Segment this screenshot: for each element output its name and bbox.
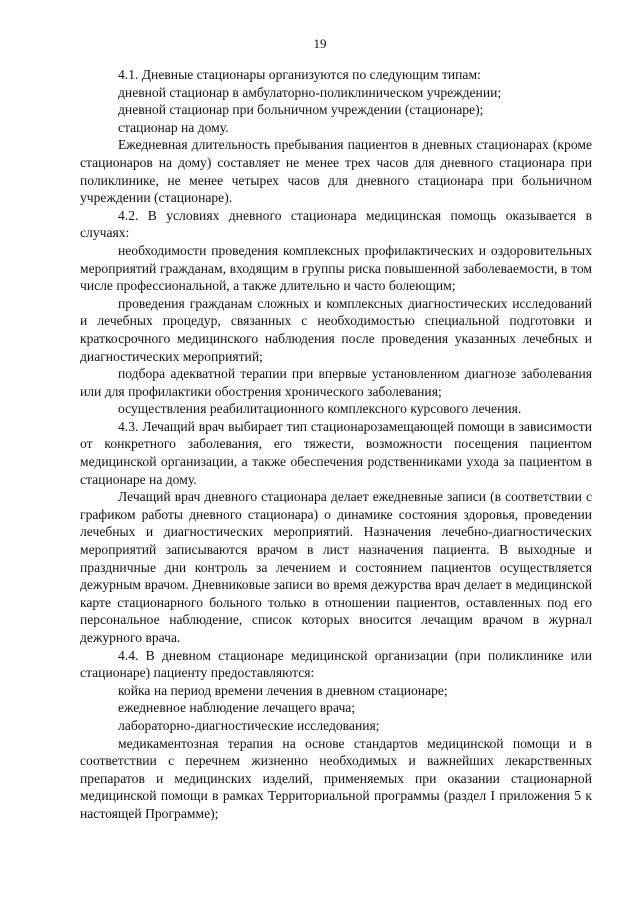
list-item-lab: лабораторно-диагностические исследования;: [118, 717, 380, 733]
paragraph-duration: Ежедневная длительность пребывания пациентов в дневных стационарах (кроме стационаров на дому) составляет не менее трех часов для дневного стационара при поликлинике, не менее четырех часов для дневного стационара при больничном учреждении (стационаре).: [80, 137, 592, 206]
paragraph-4-4: 4.4. В дневном стационаре медицинской организации (при поликлинике или стационаре) пациенту предоставляются:: [80, 647, 592, 681]
list-item-medication: медикаментозная терапия на основе стандартов медицинской помощи и в соответствии с перечнем жизненно необходимых и важнейших лекарственных препаратов и медицинских изделий, применяемых при оказании стационарной медицинской помощи в рамках Территориальной программы (раздел I приложения 5 к настоящей Программе);: [80, 735, 592, 821]
list-item-preventive: необходимости проведения комплексных профилактических и оздоровительных мероприятий гражданам, входящим в группы риска повышенной заболеваемости, в том числе профессиональной, а также длительно и часто болеющим;: [80, 242, 592, 294]
paragraph-records: Лечащий врач дневного стационара делает ежедневные записи (в соответствии с графиком работы дневного стационара) о динамике состояния здоровья, проведении лечебных и диагностических мероприятий. Назначения лечебно-диагностических мероприятий записываются врачом в лист назначения пациента. В выходные и праздничные дни контроль за лечением и состоянием пациентов осуществляется дежурным врачом. Дневниковые записи во время дежурства врач делает в медицинской карте стационарного больного только в отношении пациентов, оставленных под его персональное наблюдение, список которых вносится лечащим врачом в журнал дежурного врача.: [80, 489, 592, 645]
paragraph-4-2: 4.2. В условиях дневного стационара медицинская помощь оказывается в случаях:: [80, 207, 592, 241]
list-item-bed: койка на период времени лечения в дневном стационаре;: [118, 682, 448, 698]
list-item-home: стационар на дому.: [118, 119, 229, 135]
list-item-rehabilitation: осуществления реабилитационного комплексного курсового лечения.: [118, 401, 522, 417]
list-item-observation: ежедневное наблюдение лечащего врача;: [118, 700, 356, 716]
list-item-therapy-selection: подбора адекватной терапии при впервые установленном диагнозе заболевания или для профилактики обострения хронического заболевания;: [80, 366, 592, 399]
page-number: 19: [313, 36, 327, 51]
list-item-hospital: дневной стационар при больничном учреждении (стационаре);: [118, 102, 484, 118]
list-item-diagnostic: проведения гражданам сложных и комплексных диагностических исследований и лечебных процедур, связанных с необходимостью специальной подготовки и краткосрочного медицинского наблюдения после проведения указанных лечебных и диагностических мероприятий;: [80, 295, 592, 364]
paragraph-4-3: 4.3. Лечащий врач выбирает тип стационарозамещающей помощи в зависимости от конкретного заболевания, его тяжести, возможности посещения пациентом медицинской организации, а также обеспечения родственниками ухода за пациентом в стационаре на дому.: [80, 418, 592, 487]
document-body: [80, 66, 592, 823]
paragraph-4-1: 4.1. Дневные стационары организуются по следующим типам:: [118, 67, 481, 82]
list-item-outpatient: дневной стационар в амбулаторно-поликлиническом учреждении;: [118, 84, 502, 100]
